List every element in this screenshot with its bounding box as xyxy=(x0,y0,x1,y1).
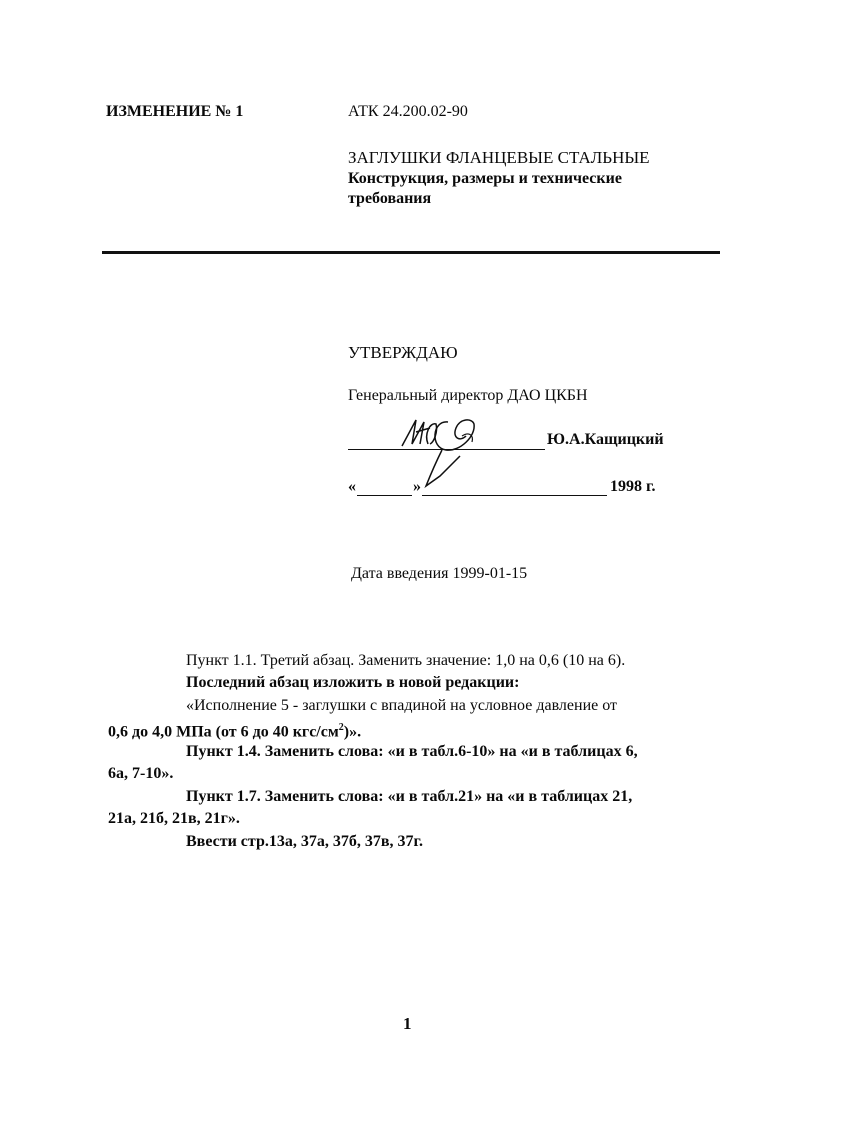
body-line-4 xyxy=(108,717,708,743)
date-day-line xyxy=(357,495,412,496)
document-subtitle-line-2: требования xyxy=(348,190,432,207)
document-subtitle-line-1: Конструкция, размеры и технические xyxy=(348,170,622,187)
body-line-1: Пункт 1.1. Третий абзац. Заменить значение: 1,0 на 0,6 (10 на 6). xyxy=(186,652,626,669)
body-line-2: Последний абзац изложить в новой редакции: xyxy=(186,674,520,691)
effective-date: Дата введения 1999-01-15 xyxy=(351,565,528,582)
superscript-2: 2 xyxy=(338,722,344,733)
document-title: ЗАГЛУШКИ ФЛАНЦЕВЫЕ СТАЛЬНЫЕ xyxy=(348,148,650,167)
document-code: АТК 24.200.02-90 xyxy=(348,103,468,120)
header-divider xyxy=(102,251,720,254)
change-label: ИЗМЕНЕНИЕ № 1 xyxy=(106,103,244,120)
date-open-quote: « xyxy=(348,478,356,495)
body-line-6: 6а, 7-10». xyxy=(108,765,174,782)
body-line-7: Пункт 1.7. Заменить слова: «и в табл.21» на «и в таблицах 21, xyxy=(186,788,633,805)
body-line-5: Пункт 1.4. Заменить слова: «и в табл.6-10» на «и в таблицах 6, xyxy=(186,743,638,760)
page-number: 1 xyxy=(403,1014,412,1033)
body-line-4-end: )». xyxy=(343,723,362,741)
body-line-8: 21а, 21б, 21в, 21г». xyxy=(108,810,240,827)
date-month-line xyxy=(422,495,607,496)
date-close-quote: » xyxy=(413,478,421,495)
body-line-3: «Исполнение 5 - заглушки с впадиной на условное давление от xyxy=(186,697,618,714)
signer-name: Ю.А.Кащицкий xyxy=(547,431,664,448)
body-line-9: Ввести стр.13а, 37а, 37б, 37в, 37г. xyxy=(186,833,423,850)
approval-year: 1998 г. xyxy=(610,478,656,495)
approval-position: Генеральный директор ДАО ЦКБН xyxy=(348,387,588,404)
approval-heading: УТВЕРЖДАЮ xyxy=(348,343,458,362)
handwritten-signature xyxy=(390,414,500,494)
body-line-4-text: 0,6 до 4,0 МПа (от 6 до 40 кгс/см xyxy=(108,723,339,741)
